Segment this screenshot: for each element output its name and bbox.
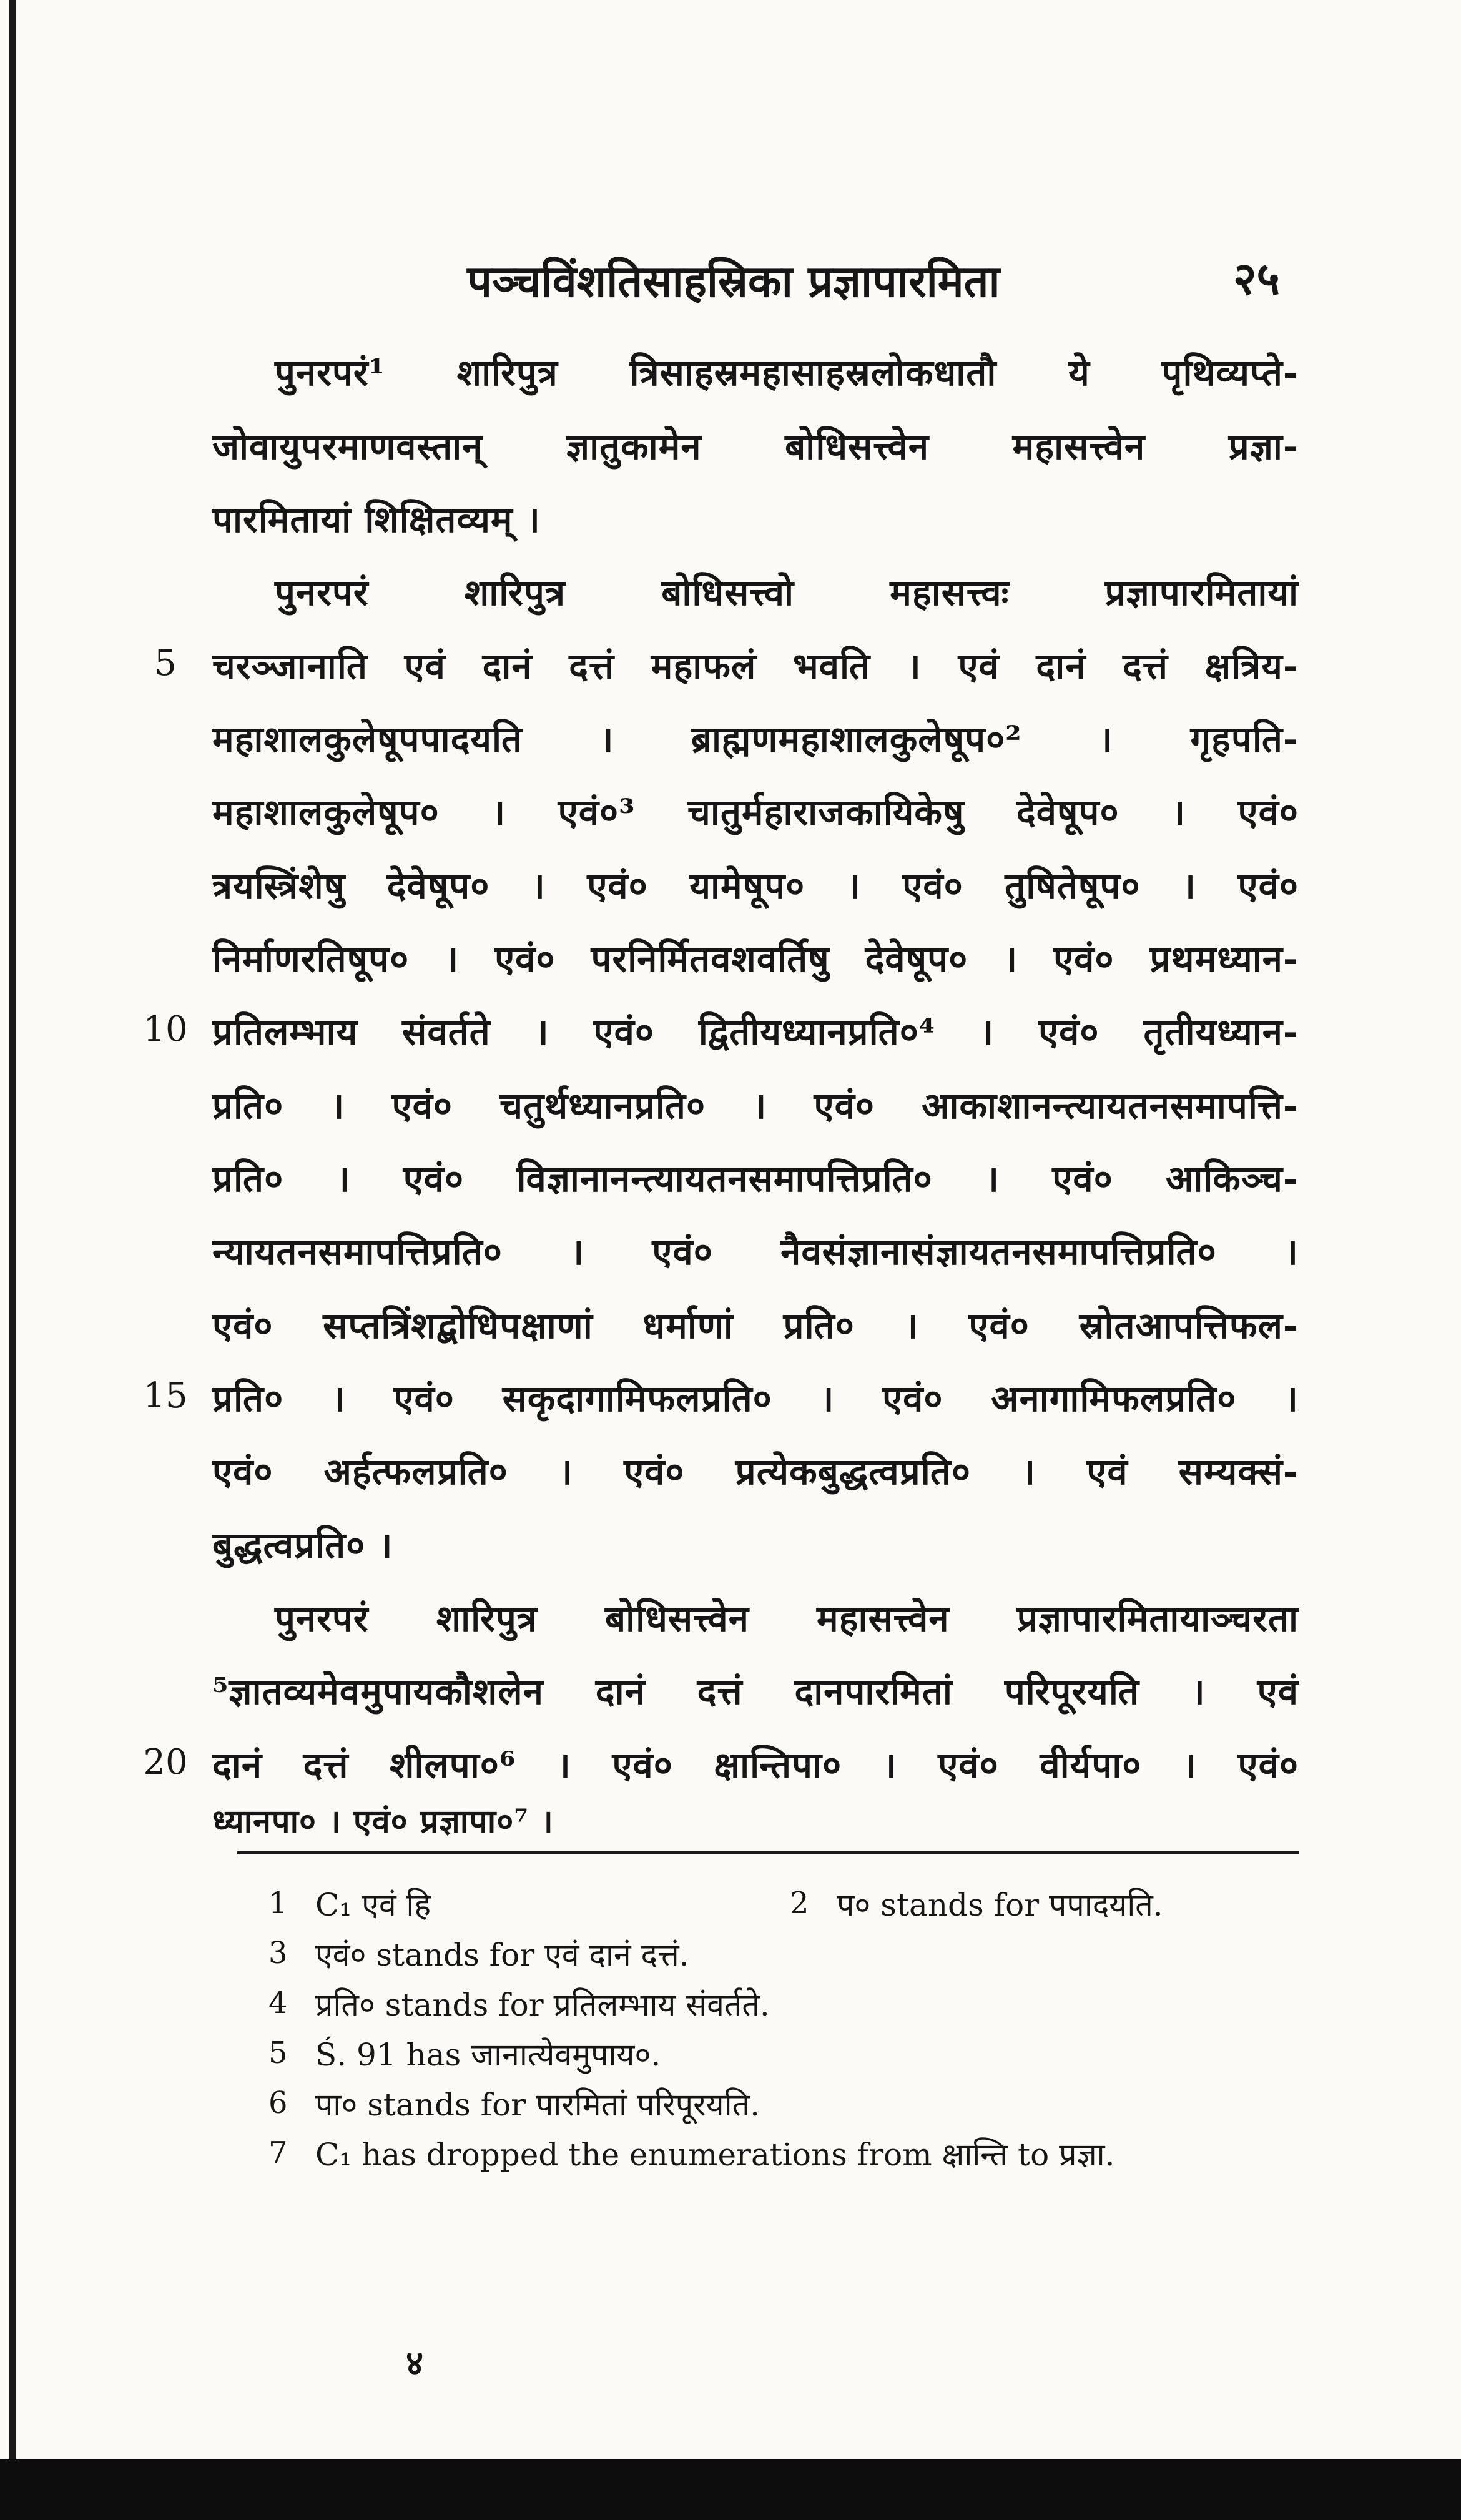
scan-bottom-edge bbox=[0, 2459, 1461, 2520]
text-line: प्रतिलम्भाय संवर्तते । एवं० द्वितीयध्यानप्रति०⁴ । एवं० तृतीयध्यान- bbox=[212, 1011, 1299, 1053]
text-line-final: ध्यानपा० । एवं० प्रज्ञापा०⁷ । bbox=[212, 1803, 554, 1841]
footnote-text: एवं० stands for एवं दानं दत्तं. bbox=[315, 1937, 689, 1973]
text-line: पुनरपरं शारिपुत्र बोधिसत्त्वेन महासत्त्वेन प्रज्ञापारमितायाञ्चरता bbox=[275, 1597, 1299, 1640]
text-line: पुनरपरं शारिपुत्र बोधिसत्त्वो महासत्त्वः प्रज्ञापारमितायां bbox=[275, 571, 1299, 614]
page-number: २५ bbox=[1233, 252, 1280, 305]
text-line: जोवायुपरमाणवस्तान् ज्ञातुकामेन बोधिसत्त्वेन महासत्त्वेन प्रज्ञा- bbox=[212, 425, 1299, 468]
footnote-text: प० stands for पपादयति. bbox=[837, 1887, 1163, 1923]
text-line: एवं० अर्हत्फलप्रति० । एवं० प्रत्येकबुद्धत्वप्रति० । एवं सम्यक्सं- bbox=[212, 1450, 1299, 1493]
text-line: प्रति० । एवं० सकृदागामिफलप्रति० । एवं० अनागामिफलप्रति० । bbox=[212, 1377, 1299, 1420]
text-line: निर्माणरतिषूप० । एवं० परनिर्मितवशवर्तिषु देवेषूप० । एवं० प्रथमध्यान- bbox=[212, 938, 1299, 980]
text-line: एवं० सप्तत्रिंशद्बोधिपक्षाणां धर्माणां प्रति० । एवं० स्रोतआपत्तिफल- bbox=[212, 1304, 1299, 1347]
text-line: प्रति० । एवं० चतुर्थध्यानप्रति० । एवं० आकाशानन्त्यायतनसमापत्ति- bbox=[212, 1085, 1299, 1127]
text-line: महाशालकुलेषूपपादयति । ब्राह्मणमहाशालकुलेषूप०² । गृहपति- bbox=[212, 718, 1299, 760]
text-line: महाशालकुलेषूप० । एवं०³ चातुर्महाराजकायिकेषु देवेषूप० । एवं० bbox=[212, 791, 1299, 834]
text-line: पुनरपरं¹ शारिपुत्र त्रिसाहस्रमहासाहस्रलोकधातौ ये पृथिव्यप्ते- bbox=[275, 352, 1299, 394]
text-line: दानं दत्तं शीलपा०⁶ । एवं० क्षान्तिपा० । एवं० वीर्यपा० । एवं० bbox=[212, 1744, 1299, 1786]
text-line: त्रयस्त्रिंशेषु देवेषूप० । एवं० यामेषूप० । एवं० तुषितेषूप० । एवं० bbox=[212, 865, 1299, 907]
footnote-number: 2 bbox=[790, 1886, 809, 1921]
footnote-text: Ś. 91 has जानात्येवमुपाय०. bbox=[315, 2037, 661, 2073]
footnote-text: C₁ has dropped the enumerations from क्षान्ति to प्रज्ञा. bbox=[315, 2137, 1115, 2173]
footnote-text: प्रति० stands for प्रतिलम्भाय संवर्तते. bbox=[315, 1987, 770, 2023]
footnote-rule bbox=[237, 1851, 1299, 1854]
text-line: ⁵ज्ञातव्यमेवमुपायकौशलेन दानं दत्तं दानपारमितां परिपूरयति । एवं bbox=[212, 1670, 1299, 1713]
footnote-text: C₁ एवं हि bbox=[315, 1887, 431, 1923]
text-line: न्यायतनसमापत्तिप्रति० । एवं० नैवसंज्ञानासंज्ञायतनसमापत्तिप्रति० । bbox=[212, 1231, 1299, 1273]
line-number: 10 bbox=[143, 1009, 188, 1050]
line-number: 15 bbox=[143, 1376, 188, 1416]
text-line: बुद्धत्वप्रति० । bbox=[212, 1524, 393, 1567]
footnote-number: 5 bbox=[268, 2035, 288, 2070]
footnote-number: 6 bbox=[268, 2085, 288, 2120]
running-title: पञ्चविंशतिसाहस्रिका प्रज्ञापारमिता bbox=[467, 255, 1000, 307]
footnote-number: 3 bbox=[268, 1936, 288, 1971]
footnote-number: 4 bbox=[268, 1986, 288, 2020]
text-line: पारमितायां शिक्षितव्यम् । bbox=[212, 498, 541, 541]
footnote-text: पा० stands for पारमितां परिपूरयति. bbox=[315, 2087, 760, 2123]
line-number: 20 bbox=[143, 1742, 188, 1783]
footnote-number: 7 bbox=[268, 2135, 288, 2170]
text-line: प्रति० । एवं० विज्ञानानन्त्यायतनसमापत्तिप्रति० । एवं० आकिञ्च- bbox=[212, 1158, 1299, 1200]
footnote-number: 1 bbox=[268, 1886, 288, 1921]
signature-mark: ४ bbox=[406, 2343, 424, 2383]
text-line: चरञ्जानाति एवं दानं दत्तं महाफलं भवति । एवं दानं दत्तं क्षत्रिय- bbox=[212, 645, 1299, 687]
line-number: 5 bbox=[154, 643, 177, 684]
